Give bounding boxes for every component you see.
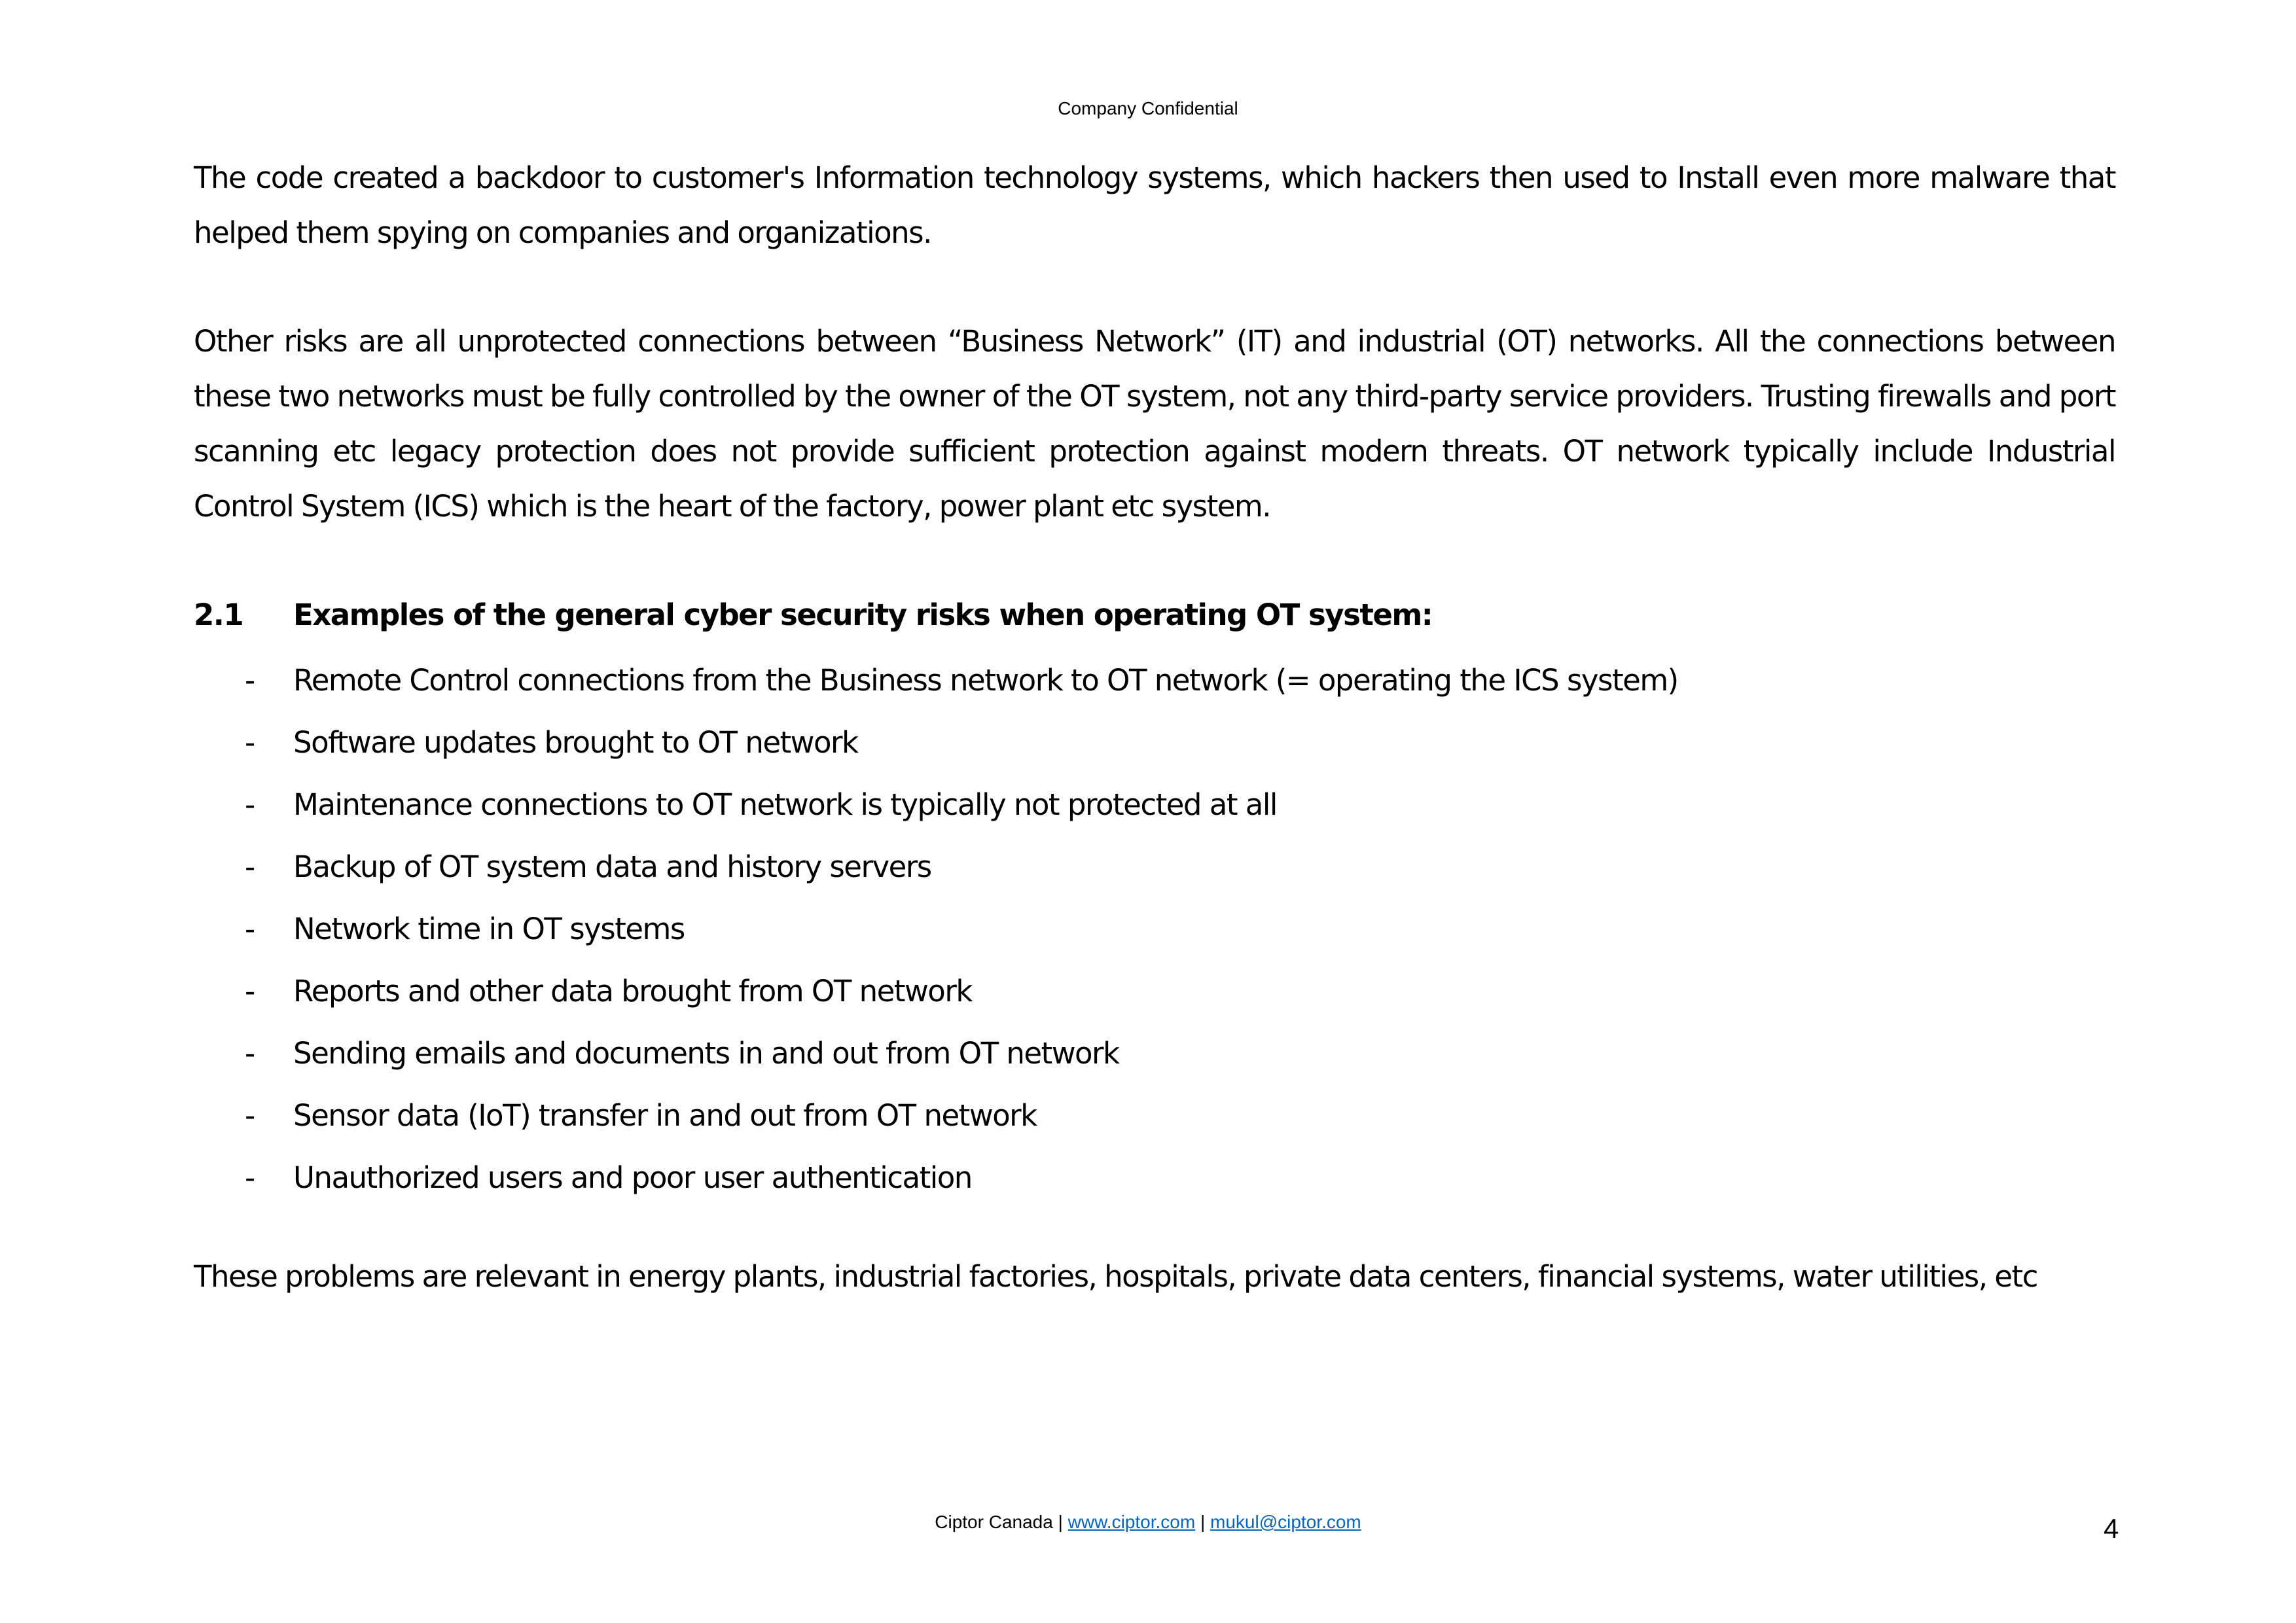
footer-separator: | (1058, 1512, 1063, 1532)
bullet-dash: - (245, 787, 255, 822)
list-item-text: Software updates brought to OT network (293, 725, 858, 760)
list-item (194, 649, 2115, 711)
list-item-text: Network time in OT systems (293, 912, 685, 946)
bullet-dash: - (245, 725, 255, 760)
list-item-text: Sending emails and documents in and out from OT network (293, 1036, 1119, 1071)
paragraph-spacer (194, 534, 2115, 588)
page-number: 4 (2104, 1513, 2119, 1544)
bullet-dash: - (245, 1160, 255, 1195)
section-title: Examples of the general cyber security risks when operating OT system: (293, 597, 1433, 632)
bullet-dash: - (245, 849, 255, 884)
bullet-dash: - (245, 663, 255, 698)
page-header (0, 98, 2296, 119)
section-number: 2.1 (194, 597, 243, 632)
paragraph-spacer (194, 1209, 2115, 1249)
list-item-text: Maintenance connections to OT network is typically not protected at all (293, 787, 1277, 822)
list-item (194, 1084, 2115, 1147)
paragraph-other-risks: Other risks are all unprotected connections between “Business Network” (IT) and industrial (OT) networks. All the connections between these two networks must be fully controlled by the owner of the OT system, not any third-party service providers. Trusting firewalls and port scanning etc legacy protection does not provide sufficient protection against modern threats. OT network typically include Industrial Control System (ICS) which is the heart of the factory, power plant etc system. (194, 324, 2115, 524)
list-item-text: Reports and other data brought from OT network (293, 974, 972, 1008)
paragraph-spacer (194, 260, 2115, 314)
page-footer (0, 1512, 2296, 1533)
bullet-dash: - (245, 1036, 255, 1071)
footer-company: Ciptor Canada (935, 1512, 1053, 1532)
footer-separator: | (1200, 1512, 1206, 1532)
paragraph-backdoor: The code created a backdoor to customer's Information technology systems, which hackers then used to Install even more malware that helped them spying on companies and organizations. (194, 160, 2115, 250)
list-item (194, 774, 2115, 836)
bullet-dash: - (245, 974, 255, 1008)
footer-email-link[interactable]: mukul@ciptor.com (1210, 1512, 1361, 1532)
bullet-dash: - (245, 1098, 255, 1133)
list-item (194, 898, 2115, 960)
footer-website-link[interactable]: www.ciptor.com (1067, 1512, 1196, 1532)
list-item (194, 836, 2115, 898)
list-item-text: Remote Control connections from the Business network to OT network (= operating the ICS system) (293, 663, 1678, 698)
bullet-dash: - (245, 912, 255, 946)
risk-list (194, 649, 2115, 1209)
list-item-text: Unauthorized users and poor user authentication (293, 1160, 972, 1195)
list-item (194, 711, 2115, 774)
list-item-text: Backup of OT system data and history servers (293, 849, 931, 884)
list-item-text: Sensor data (IoT) transfer in and out from OT network (293, 1098, 1037, 1133)
confidentiality-label: Company Confidential (1058, 98, 1238, 118)
section-heading (194, 588, 2115, 643)
list-item (194, 1022, 2115, 1084)
paragraph-relevance: These problems are relevant in energy plants, industrial factories, hospitals, private data centers, financial systems, water utilities, etc (194, 1259, 2037, 1294)
list-item (194, 1147, 2115, 1209)
list-item (194, 960, 2115, 1022)
document-body (194, 151, 2115, 1304)
